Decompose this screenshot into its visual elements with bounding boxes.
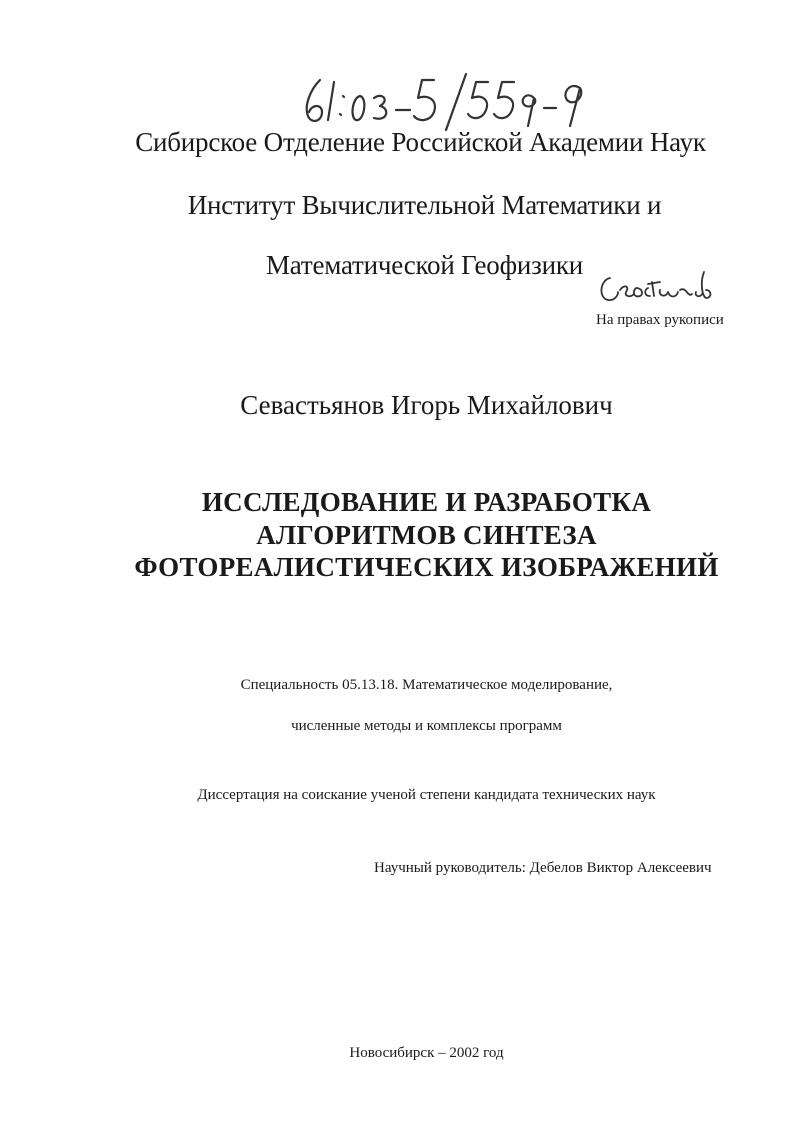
scientific-advisor: Научный руководитель: Дебелов Виктор Алексеевич [374,860,712,876]
organization-line-3: Математической Геофизики [265,250,584,280]
author-name: Севастьянов Игорь Михайлович [240,390,613,420]
organization-line-2: Институт Вычислительной Математики и [187,190,662,220]
specialty-line-2: численные методы и комплексы программ [291,718,562,734]
author-signature [596,268,716,308]
manuscript-rights-note: На правах рукописи [596,312,724,328]
specialty-line-1: Специальность 05.13.18. Математическое моделирование, [240,677,613,693]
organization-line-1: Сибирское Отделение Российской Академии Наук [135,127,706,157]
dissertation-note: Диссертация на соискание ученой степени кандидата технических наук [197,787,656,803]
title-line-3: ФОТОРЕАЛИСТИЧЕСКИХ ИЗОБРАЖЕНИЙ [134,552,719,582]
handwritten-catalog-number [298,72,598,132]
title-line-1: ИССЛЕДОВАНИЕ И РАЗРАБОТКА [201,487,652,517]
title-line-2: АЛГОРИТМОВ СИНТЕЗА [256,520,597,550]
city-year: Новосибирск – 2002 год [349,1045,504,1061]
